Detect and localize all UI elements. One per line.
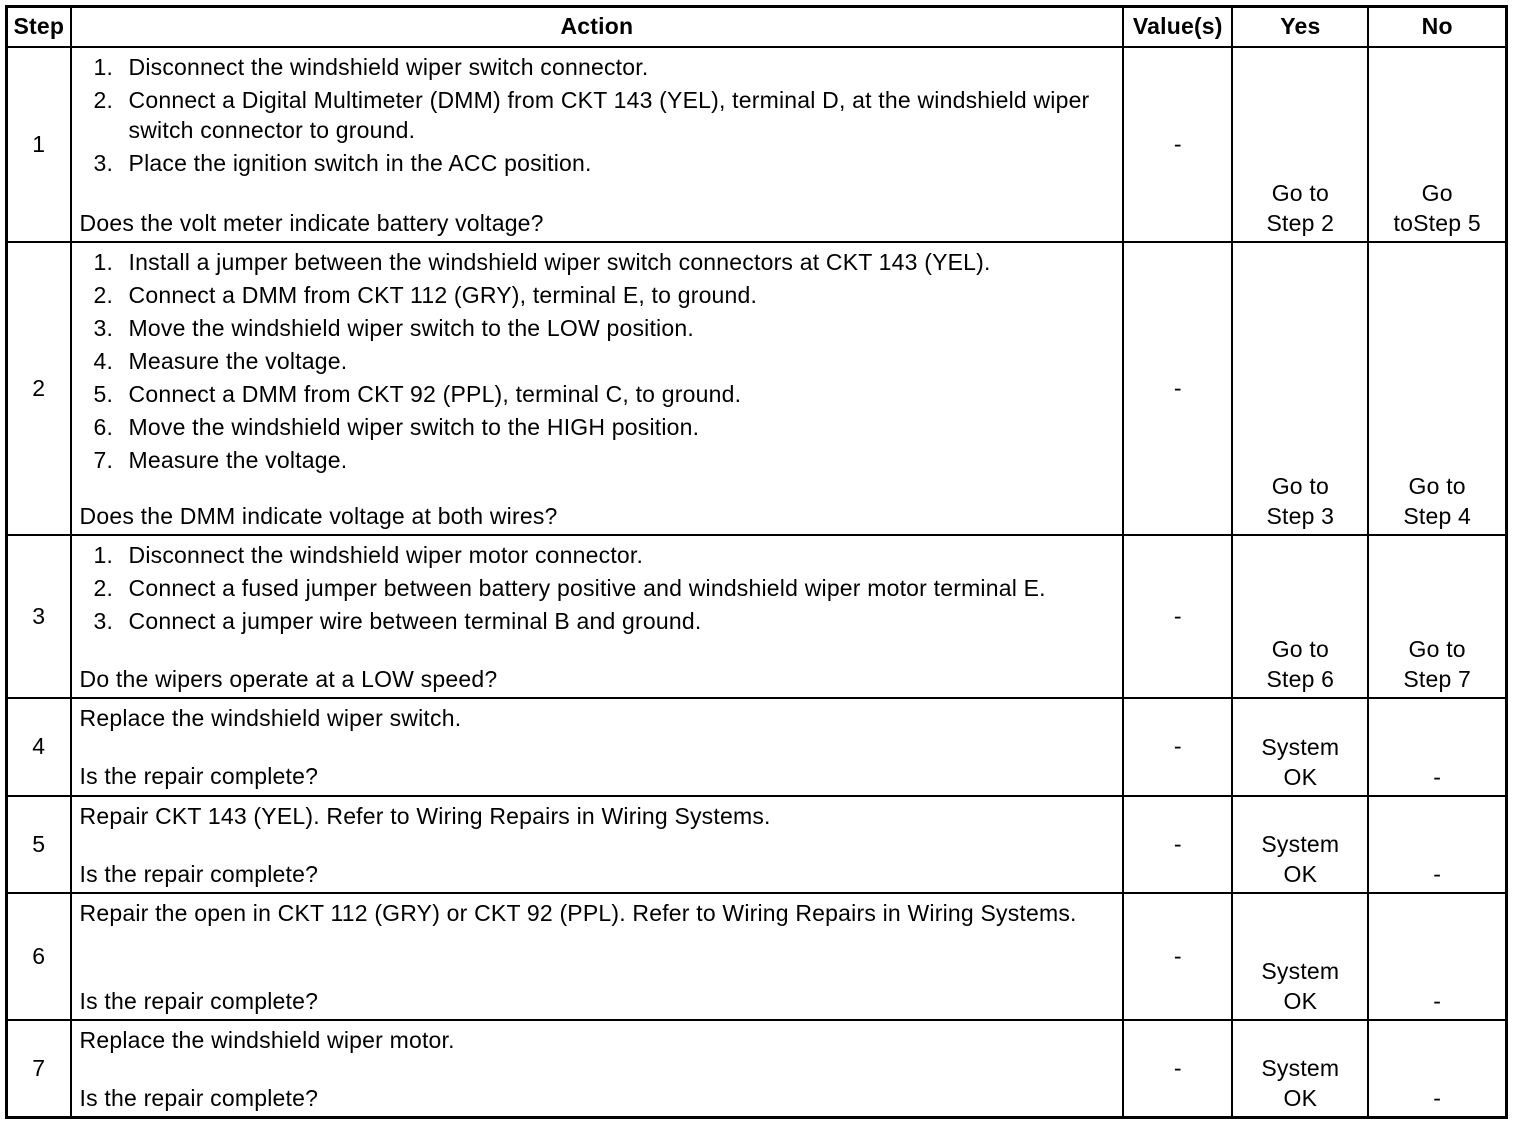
action-question: Is the repair complete? [79, 987, 319, 1014]
yes-outcome-line: Step 3 [1266, 503, 1335, 530]
action-step-text: Connect a Digital Multimeter (DMM) from CKT 143 (YEL), terminal D, at the windshield wiper switch connector to ground. [128, 86, 1090, 143]
action-step [93, 379, 1115, 409]
value-cell: - [1123, 47, 1232, 242]
action-step-text: Place the ignition switch in the ACC position. [128, 149, 592, 176]
yes-outcome-line: OK [1283, 1085, 1318, 1111]
action-step [93, 85, 1115, 145]
action-cell [71, 242, 1124, 535]
yes-outcome-line: System [1261, 830, 1340, 857]
no-cell [1368, 535, 1506, 698]
action-step [93, 445, 1115, 475]
yes-cell [1232, 535, 1368, 698]
no-outcome-line: Step 7 [1403, 666, 1472, 693]
action-step-text: Move the windshield wiper switch to the LOW position. [128, 314, 694, 341]
action-cell [71, 47, 1124, 242]
action-step-text: Connect a DMM from CKT 92 (PPL), terminal C, to ground. [128, 380, 742, 407]
action-step-text: Connect a jumper wire between terminal B and ground. [128, 608, 702, 635]
no-cell [1368, 698, 1506, 795]
table-row [7, 698, 1507, 795]
value-cell: - [1123, 893, 1232, 1020]
action-step-text: Disconnect the windshield wiper motor connector. [128, 542, 644, 569]
action-step [93, 247, 1115, 277]
action-instruction: Repair CKT 143 (YEL). Refer to Wiring Repairs in Wiring Systems. [79, 802, 771, 829]
action-step-text: Install a jumper between the windshield wiper switch connectors at CKT 143 (YEL). [128, 248, 991, 275]
action-steps-list [80, 540, 1115, 639]
yes-cell [1232, 1020, 1368, 1118]
no-cell [1368, 1020, 1506, 1118]
header-step: Step [7, 7, 71, 47]
action-step-text: Move the windshield wiper switch to the HIGH position. [128, 413, 700, 440]
step-number: 2 [7, 242, 71, 535]
action-step-number: 5. [93, 380, 114, 407]
yes-outcome-line: OK [1283, 763, 1318, 790]
yes-cell [1232, 893, 1368, 1020]
action-step-number: 4. [93, 347, 114, 374]
action-step [93, 148, 1115, 178]
action-step [93, 573, 1115, 603]
action-step-number: 3. [93, 314, 114, 341]
action-step [93, 606, 1115, 636]
table-row [7, 893, 1507, 1020]
action-step-text: Connect a fused jumper between battery positive and windshield wiper motor terminal E. [128, 575, 1046, 602]
action-step-number: 1. [93, 53, 114, 80]
yes-outcome-line: OK [1283, 860, 1318, 887]
no-outcome-line: - [1433, 763, 1442, 790]
yes-cell [1232, 698, 1368, 795]
action-instruction: Repair the open in CKT 112 (GRY) or CKT 92 (PPL). Refer to Wiring Repairs in Wiring Systems. [79, 899, 1077, 926]
action-step-number: 1. [93, 542, 114, 569]
action-question: Does the volt meter indicate battery voltage? [79, 209, 544, 236]
value-cell: - [1123, 535, 1232, 698]
header-no: No [1368, 7, 1506, 47]
action-question: Does the DMM indicate voltage at both wires? [79, 502, 558, 529]
yes-outcome-line: Step 6 [1266, 666, 1335, 693]
action-step-number: 2. [93, 86, 114, 113]
table-row [7, 535, 1507, 698]
action-question: Is the repair complete? [79, 860, 319, 887]
action-step-text: Connect a DMM from CKT 112 (GRY), terminal E, to ground. [128, 281, 758, 308]
no-cell [1368, 893, 1506, 1020]
no-cell [1368, 796, 1506, 893]
yes-outcome-line: Go to [1271, 636, 1329, 663]
yes-outcome-line: System [1261, 733, 1340, 760]
yes-outcome-line: Step 2 [1266, 209, 1335, 236]
action-step-text: Measure the voltage. [128, 347, 348, 374]
no-cell [1368, 47, 1506, 242]
header-values: Value(s) [1123, 7, 1232, 47]
no-outcome-line: Go to [1408, 473, 1466, 500]
step-number: 1 [7, 47, 71, 242]
action-step-number: 3. [93, 608, 114, 635]
action-step-text: Measure the voltage. [128, 446, 348, 473]
table-row [7, 242, 1507, 535]
action-steps-list [80, 247, 1115, 478]
yes-outcome-line: System [1261, 1055, 1340, 1081]
action-cell [71, 796, 1124, 893]
action-step-number: 2. [93, 281, 114, 308]
diagnostic-table [5, 5, 1508, 1119]
no-outcome-line: - [1433, 987, 1442, 1014]
no-outcome-line: Go [1421, 179, 1453, 206]
yes-outcome-line: Go to [1271, 473, 1329, 500]
no-outcome-line: Step 4 [1403, 503, 1472, 530]
yes-outcome-line: Go to [1271, 179, 1329, 206]
no-outcome-line: - [1433, 860, 1442, 887]
yes-outcome-line: System [1261, 957, 1340, 984]
header-yes: Yes [1232, 7, 1368, 47]
action-step-number: 6. [93, 413, 114, 440]
action-step-number: 3. [93, 149, 114, 176]
yes-cell [1232, 47, 1368, 242]
action-step-number: 2. [93, 575, 114, 602]
value-cell: - [1123, 796, 1232, 893]
step-number: 6 [7, 893, 71, 1020]
action-instruction: Replace the windshield wiper motor. [79, 1026, 455, 1053]
action-question: Is the repair complete? [79, 1084, 319, 1111]
action-cell [71, 893, 1124, 1020]
action-cell [71, 698, 1124, 795]
header-action: Action [71, 7, 1124, 47]
value-cell: - [1123, 1020, 1232, 1118]
action-step [93, 540, 1115, 570]
step-number: 4 [7, 698, 71, 795]
action-step [93, 52, 1115, 82]
no-cell [1368, 242, 1506, 535]
action-question: Do the wipers operate at a LOW speed? [79, 666, 498, 693]
yes-outcome-line: OK [1283, 987, 1318, 1014]
action-steps-list [80, 52, 1115, 181]
value-cell: - [1123, 242, 1232, 535]
yes-cell [1232, 796, 1368, 893]
table-row [7, 47, 1507, 242]
action-instruction: Replace the windshield wiper switch. [79, 705, 462, 732]
table-row [7, 796, 1507, 893]
action-cell [71, 1020, 1124, 1118]
action-step-number: 1. [93, 248, 114, 275]
table-row [7, 1020, 1507, 1118]
action-cell [71, 535, 1124, 698]
header-row [7, 7, 1507, 47]
value-cell: - [1123, 698, 1232, 795]
yes-cell [1232, 242, 1368, 535]
action-step [93, 346, 1115, 376]
no-outcome-line: Go to [1408, 636, 1466, 663]
action-step-text: Disconnect the windshield wiper switch connector. [128, 53, 649, 80]
step-number: 5 [7, 796, 71, 893]
no-outcome-line: - [1433, 1085, 1442, 1111]
no-outcome-line: toStep 5 [1393, 209, 1481, 236]
action-question: Is the repair complete? [79, 763, 319, 790]
action-step [93, 412, 1115, 442]
step-number: 3 [7, 535, 71, 698]
step-number: 7 [7, 1020, 71, 1118]
action-step [93, 313, 1115, 343]
action-step-number: 7. [93, 446, 114, 473]
action-step [93, 280, 1115, 310]
